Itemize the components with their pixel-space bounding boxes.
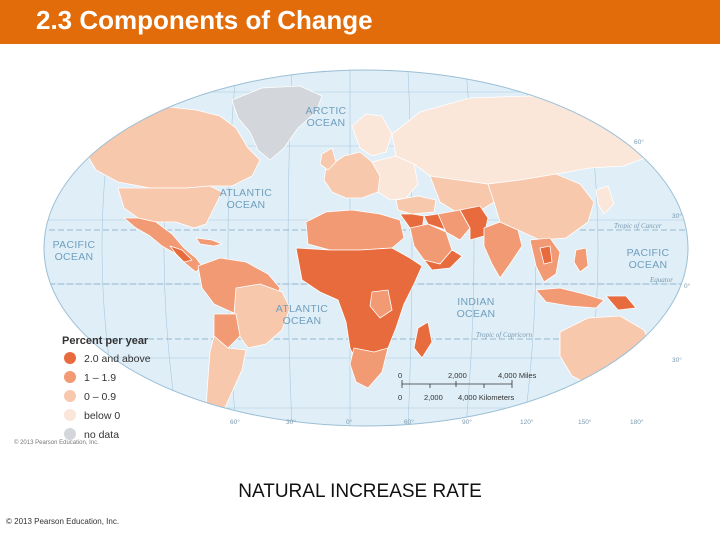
scale-zero-miles: 0 (398, 371, 403, 380)
legend-label: no data (84, 429, 120, 441)
pacific-east-label-2: OCEAN (628, 259, 668, 271)
scale-4000-miles: 4,000 Miles (498, 371, 537, 380)
world-map (0, 52, 720, 452)
lat-30n-label: 30° (672, 213, 682, 220)
legend-swatch (64, 352, 76, 364)
lon-60w-label: 60° (230, 419, 240, 426)
lon-30w-label: 30° (286, 419, 296, 426)
tropic-of-cancer-label: Tropic of Cancer (614, 222, 662, 230)
lon-120e-label: 120° (520, 419, 534, 426)
equator-label: Equator (650, 276, 673, 284)
legend-item (64, 390, 116, 403)
tropic-of-capricorn-label: Tropic of Capricorn (476, 331, 533, 339)
lon-150e-label: 150° (578, 419, 592, 426)
lon-60e-label: 60° (404, 419, 414, 426)
legend-item (64, 409, 120, 422)
lon-90e-label: 90° (462, 419, 472, 426)
indian-ocean-label-2: OCEAN (456, 308, 496, 320)
legend-label: 1 – 1.9 (84, 372, 117, 384)
legend-label: below 0 (84, 410, 121, 422)
slide-header (0, 0, 720, 44)
pacific-west-label-1: PACIFIC (52, 239, 96, 251)
legend-item (64, 371, 116, 384)
legend-swatch (64, 409, 76, 421)
legend-label: 2.0 and above (84, 353, 151, 365)
figure-credit: © 2013 Pearson Education, Inc. (14, 440, 99, 446)
scale-2000-miles: 2,000 (448, 371, 467, 380)
world-map-figure (0, 52, 720, 452)
legend-title: Percent per year (62, 335, 149, 347)
lat-30s-label: 30° (672, 357, 682, 364)
scale-zero-km: 0 (398, 393, 403, 402)
pacific-west-label-2: OCEAN (54, 251, 94, 263)
atlantic-north-label-2: OCEAN (226, 199, 266, 211)
indian-ocean-label-1: INDIAN (457, 296, 495, 308)
slide-title: 2.3 Components of Change (36, 5, 373, 35)
new-zealand (660, 378, 678, 408)
turkey (396, 196, 436, 214)
legend-swatch (64, 371, 76, 383)
legend-swatch (64, 428, 76, 440)
map-caption: NATURAL INCREASE RATE (238, 481, 482, 502)
legend-item (64, 352, 151, 365)
copyright-notice: © 2013 Pearson Education, Inc. (6, 517, 120, 526)
lon-0-label: 0° (346, 419, 353, 426)
scale-4000-km: 4,000 Kilometers (458, 393, 515, 402)
scale-2000-km: 2,000 (424, 393, 443, 402)
atlantic-south-label-1: ATLANTIC (275, 303, 329, 315)
arctic-ocean-label-2: OCEAN (306, 117, 346, 129)
lat-60-label: 60° (634, 139, 644, 146)
atlantic-north-label-1: ATLANTIC (219, 187, 273, 199)
atlantic-south-label-2: OCEAN (282, 315, 322, 327)
pacific-east-label-1: PACIFIC (626, 247, 670, 259)
lat-0-label: 0° (684, 283, 691, 290)
legend-swatch (64, 390, 76, 402)
legend-label: 0 – 0.9 (84, 391, 117, 403)
lon-180-label: 180° (630, 419, 644, 426)
arctic-ocean-label-1: ARCTIC (305, 105, 347, 117)
